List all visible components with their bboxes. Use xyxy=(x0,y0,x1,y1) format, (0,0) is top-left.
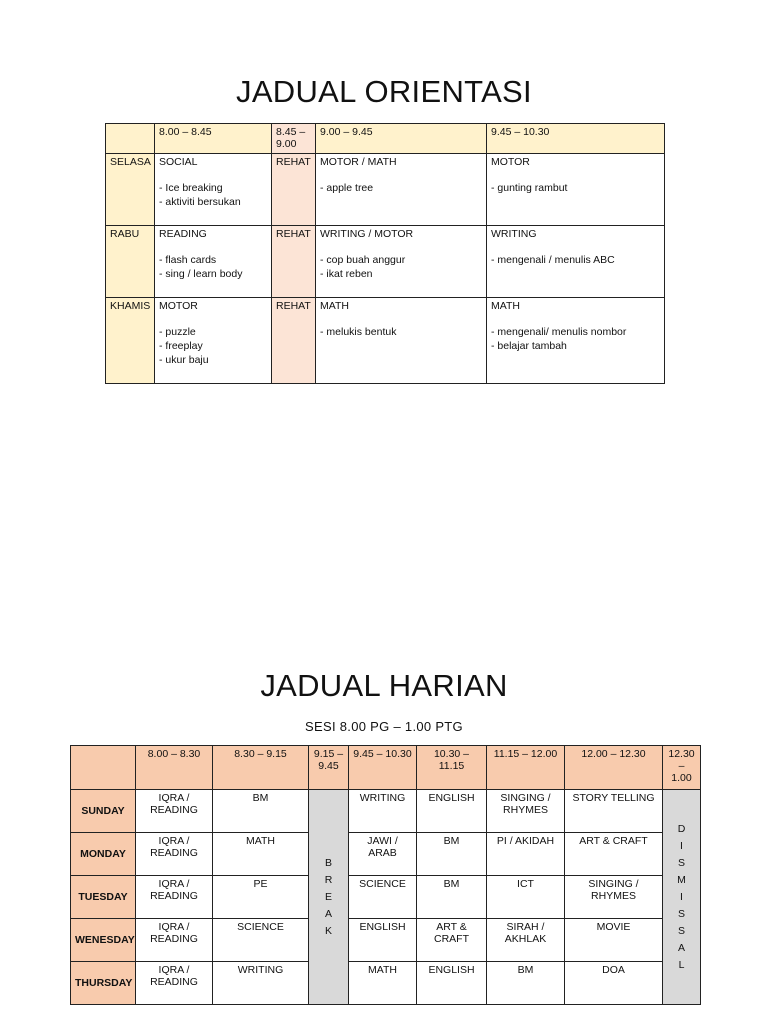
orientation-table xyxy=(105,123,665,384)
break-letter: K xyxy=(324,924,332,937)
daily-subject-cell: JAWI / ARAB xyxy=(349,833,417,876)
activity-title: MOTOR / MATH xyxy=(320,156,397,168)
dismissal-letter: I xyxy=(680,839,683,852)
activity-title: WRITING / MOTOR xyxy=(320,228,414,240)
activity-title: MATH xyxy=(491,300,520,312)
orientation-activity-cell xyxy=(316,154,487,226)
daily-subject-cell: SINGING / RHYMES xyxy=(565,876,663,919)
daily-subject-cell: ENGLISH xyxy=(417,962,487,1005)
daily-subject-cell: DOA xyxy=(565,962,663,1005)
orientation-row xyxy=(106,154,665,226)
dismissal-letter: M xyxy=(677,873,686,886)
activity-title: MATH xyxy=(320,300,349,312)
activity-item: - cop buah anggur xyxy=(320,254,406,266)
daily-table xyxy=(70,745,701,1005)
activity-item: - mengenali / menulis ABC xyxy=(491,254,615,266)
orientation-activity-cell xyxy=(316,226,487,298)
daily-day-cell: WENESDAY xyxy=(71,919,136,962)
activity-items xyxy=(159,253,267,281)
break-vertical-label xyxy=(313,855,344,940)
daily-row xyxy=(71,790,701,833)
orientation-activity-cell xyxy=(155,298,272,384)
activity-item: - flash cards xyxy=(159,254,217,266)
dismissal-column xyxy=(663,790,701,1005)
activity-items xyxy=(491,181,660,195)
activity-title: SOCIAL xyxy=(159,156,198,168)
daily-row xyxy=(71,876,701,919)
activity-item: - apple tree xyxy=(320,182,374,194)
orientation-activity-cell xyxy=(487,154,665,226)
daily-subject-cell: BM xyxy=(487,962,565,1005)
daily-row xyxy=(71,919,701,962)
orientation-activity-cell xyxy=(155,226,272,298)
orientation-header-cell: 8.45 – 9.00 xyxy=(272,124,316,154)
daily-subject-cell: IQRA / READING xyxy=(136,876,213,919)
daily-subject-cell: IQRA / READING xyxy=(136,962,213,1005)
break-letter: R xyxy=(324,873,333,886)
activity-items xyxy=(159,325,267,367)
daily-row xyxy=(71,962,701,1005)
daily-header-cell: 12.00 – 12.30 xyxy=(565,746,663,790)
daily-title: JADUAL HARIAN xyxy=(260,668,508,703)
dismissal-letter: S xyxy=(677,856,685,869)
daily-subject-cell: BM xyxy=(417,833,487,876)
orientation-break-cell: REHAT xyxy=(272,154,316,226)
dismissal-letter: A xyxy=(677,941,685,954)
orientation-row xyxy=(106,298,665,384)
daily-subject-cell: ENGLISH xyxy=(417,790,487,833)
daily-subject-cell: MOVIE xyxy=(565,919,663,962)
daily-subject-cell: SINGING / RHYMES xyxy=(487,790,565,833)
daily-subject-cell: IQRA / READING xyxy=(136,790,213,833)
activity-items xyxy=(320,181,482,195)
orientation-header-cell xyxy=(106,124,155,154)
daily-header-cell: 9.15 – 9.45 xyxy=(309,746,349,790)
dismissal-letter: L xyxy=(678,958,685,971)
break-letter: E xyxy=(324,890,332,903)
daily-header-cell: 10.30 – 11.15 xyxy=(417,746,487,790)
daily-header-cell: 8.30 – 9.15 xyxy=(213,746,309,790)
orientation-activity-cell xyxy=(316,298,487,384)
activity-item: - freeplay xyxy=(159,340,203,352)
daily-subject-cell: MATH xyxy=(213,833,309,876)
activity-item: - puzzle xyxy=(159,326,196,338)
orientation-header-cell: 9.00 – 9.45 xyxy=(316,124,487,154)
daily-header-cell xyxy=(71,746,136,790)
daily-subject-cell: IQRA / READING xyxy=(136,833,213,876)
orientation-day-cell: KHAMIS xyxy=(106,298,155,384)
daily-subject-cell: SCIENCE xyxy=(349,876,417,919)
orientation-break-cell: REHAT xyxy=(272,298,316,384)
daily-subject-cell: ICT xyxy=(487,876,565,919)
orientation-activity-cell xyxy=(487,226,665,298)
activity-title: MOTOR xyxy=(491,156,530,168)
daily-subject-cell: MATH xyxy=(349,962,417,1005)
daily-header-cell: 8.00 – 8.30 xyxy=(136,746,213,790)
daily-row xyxy=(71,833,701,876)
activity-title: MOTOR xyxy=(159,300,198,312)
orientation-break-cell: REHAT xyxy=(272,226,316,298)
orientation-activity-cell xyxy=(155,154,272,226)
break-column xyxy=(309,790,349,1005)
daily-subject-cell: PI / AKIDAH xyxy=(487,833,565,876)
orientation-header-cell: 8.00 – 8.45 xyxy=(155,124,272,154)
daily-day-cell: MONDAY xyxy=(71,833,136,876)
daily-subject-cell: BM xyxy=(213,790,309,833)
orientation-row xyxy=(106,226,665,298)
daily-subtitle: SESI 8.00 PG – 1.00 PTG xyxy=(305,719,463,734)
daily-header-cell: 11.15 – 12.00 xyxy=(487,746,565,790)
dismissal-vertical-label xyxy=(667,821,696,974)
activity-items xyxy=(491,325,660,353)
orientation-title: JADUAL ORIENTASI xyxy=(236,74,532,109)
daily-subject-cell: SCIENCE xyxy=(213,919,309,962)
daily-subject-cell: ART & CRAFT xyxy=(417,919,487,962)
daily-day-cell: SUNDAY xyxy=(71,790,136,833)
dismissal-letter: I xyxy=(680,890,683,903)
daily-header-row xyxy=(71,746,701,790)
daily-subject-cell: STORY TELLING xyxy=(565,790,663,833)
daily-day-cell: TUESDAY xyxy=(71,876,136,919)
dismissal-letter: S xyxy=(677,907,685,920)
activity-title: WRITING xyxy=(491,228,537,240)
break-letter: B xyxy=(324,856,332,869)
daily-subject-cell: SIRAH / AKHLAK xyxy=(487,919,565,962)
activity-item: - ikat reben xyxy=(320,268,373,280)
daily-header-cell: 9.45 – 10.30 xyxy=(349,746,417,790)
dismissal-letter: S xyxy=(677,924,685,937)
orientation-header-cell: 9.45 – 10.30 xyxy=(487,124,665,154)
daily-subject-cell: ENGLISH xyxy=(349,919,417,962)
orientation-header-row xyxy=(106,124,665,154)
activity-item: - belajar tambah xyxy=(491,340,567,352)
activity-items xyxy=(320,253,482,281)
daily-header-cell: 12.30 – 1.00 xyxy=(663,746,701,790)
activity-item: - ukur baju xyxy=(159,354,209,366)
dismissal-letter: D xyxy=(677,822,686,835)
daily-subject-cell: WRITING xyxy=(349,790,417,833)
activity-title: READING xyxy=(159,228,207,240)
activity-item: - Ice breaking xyxy=(159,182,223,194)
orientation-activity-cell xyxy=(487,298,665,384)
daily-subject-cell: BM xyxy=(417,876,487,919)
break-letter: A xyxy=(324,907,332,920)
daily-day-cell: THURSDAY xyxy=(71,962,136,1005)
activity-items xyxy=(159,181,267,209)
activity-item: - mengenali/ menulis nombor xyxy=(491,326,627,338)
activity-items xyxy=(491,253,660,267)
activity-item: - aktiviti bersukan xyxy=(159,196,241,208)
daily-subject-cell: IQRA / READING xyxy=(136,919,213,962)
orientation-day-cell: SELASA xyxy=(106,154,155,226)
daily-subject-cell: ART & CRAFT xyxy=(565,833,663,876)
orientation-day-cell: RABU xyxy=(106,226,155,298)
activity-item: - gunting rambut xyxy=(491,182,568,194)
daily-subject-cell: WRITING xyxy=(213,962,309,1005)
daily-subject-cell: PE xyxy=(213,876,309,919)
activity-item: - sing / learn body xyxy=(159,268,243,280)
activity-items xyxy=(320,325,482,339)
activity-item: - melukis bentuk xyxy=(320,326,397,338)
